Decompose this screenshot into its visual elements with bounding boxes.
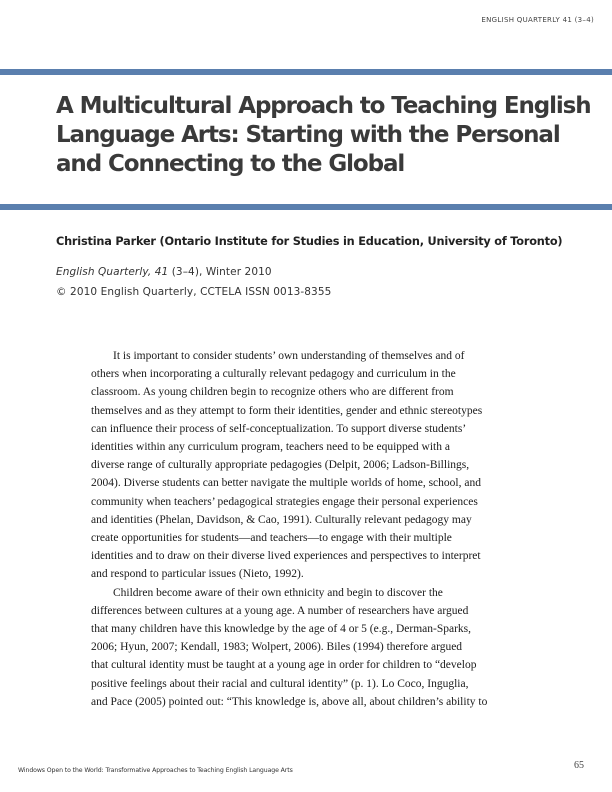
- text-line: 2004). Diverse students can better navigate the multiple worlds of home, school, and: [91, 477, 481, 490]
- text-line: and identities (Phelan, Davidson, & Cao, 1991). Culturally relevant pedagogy may: [91, 513, 472, 526]
- text-line: identities within any curriculum program, teachers need to be equipped with a: [91, 441, 450, 454]
- paragraph-2: [91, 584, 526, 711]
- title-line: A Multicultural Approach to Teaching English: [56, 93, 591, 119]
- top-rule: [0, 69, 612, 75]
- footer-book-title: Windows Open to the World: Transformative Approaches to Teaching English Language Arts: [18, 767, 293, 774]
- text-line: differences between cultures at a young age. A number of researchers have argued: [91, 604, 469, 617]
- text-line: others when incorporating a culturally relevant pedagogy and curriculum in the: [91, 368, 456, 381]
- text-line: positive feelings about their racial and cultural identity” (p. 1). Lo Coco, Inguglia,: [91, 677, 469, 690]
- text-line: that cultural identity must be taught at a young age in order for children to “develop: [91, 659, 477, 672]
- text-line: and Pace (2005) pointed out: “This knowledge is, above all, about children’s ability to: [91, 695, 488, 708]
- text-line: can influence their process of self-conceptualization. To support diverse students’: [91, 422, 467, 435]
- text-line: community when teachers’ pedagogical strategies engage their personal experiences: [91, 495, 478, 508]
- text-line: 2006; Hyun, 2007; Kendall, 1983; Wolpert, 2006). Biles (1994) therefore argued: [91, 641, 463, 654]
- text-line: classroom. As young children begin to recognize others who are different from: [91, 386, 454, 399]
- article-title: [56, 92, 591, 179]
- text-line: Children become aware of their own ethnicity and begin to discover the: [113, 586, 443, 599]
- text-line: diverse range of culturally appropriate pedagogies (Delpit, 2006; Ladson-Billings,: [91, 459, 470, 472]
- article-body: [91, 347, 526, 711]
- bottom-rule: [0, 204, 612, 210]
- paragraph-1: [91, 347, 526, 584]
- title-line: and Connecting to the Global: [56, 151, 405, 177]
- author-line: Christina Parker (Ontario Institute for Studies in Education, University of Toronto): [56, 235, 563, 248]
- journal-name: English Quarterly, 41: [56, 266, 169, 278]
- text-line: and respond to particular issues (Nieto, 1992).: [91, 568, 304, 581]
- issue-date: (3–4), Winter 2010: [168, 266, 272, 278]
- text-line: themselves and as they attempt to form their identities, gender and ethnic stereotypes: [91, 404, 483, 417]
- running-head: ENGLISH QUARTERLY 41 (3–4): [481, 16, 594, 24]
- text-line: that many children have this knowledge by the age of 4 or 5 (e.g., Derman-Sparks,: [91, 623, 472, 636]
- text-line: identities and to draw on their diverse lived experiences and perspectives to interpret: [91, 550, 481, 563]
- text-line: It is important to consider students’ own understanding of themselves and of: [113, 350, 465, 362]
- text-line: create opportunities for students—and teachers—to engage with their multiple: [91, 532, 452, 545]
- title-line: Language Arts: Starting with the Personal: [56, 122, 560, 148]
- copyright-line: © 2010 English Quarterly, CCTELA ISSN 0013-8355: [56, 286, 332, 298]
- citation-issue: [56, 262, 331, 282]
- page-number: 65: [574, 760, 584, 771]
- citation-block: [56, 262, 331, 302]
